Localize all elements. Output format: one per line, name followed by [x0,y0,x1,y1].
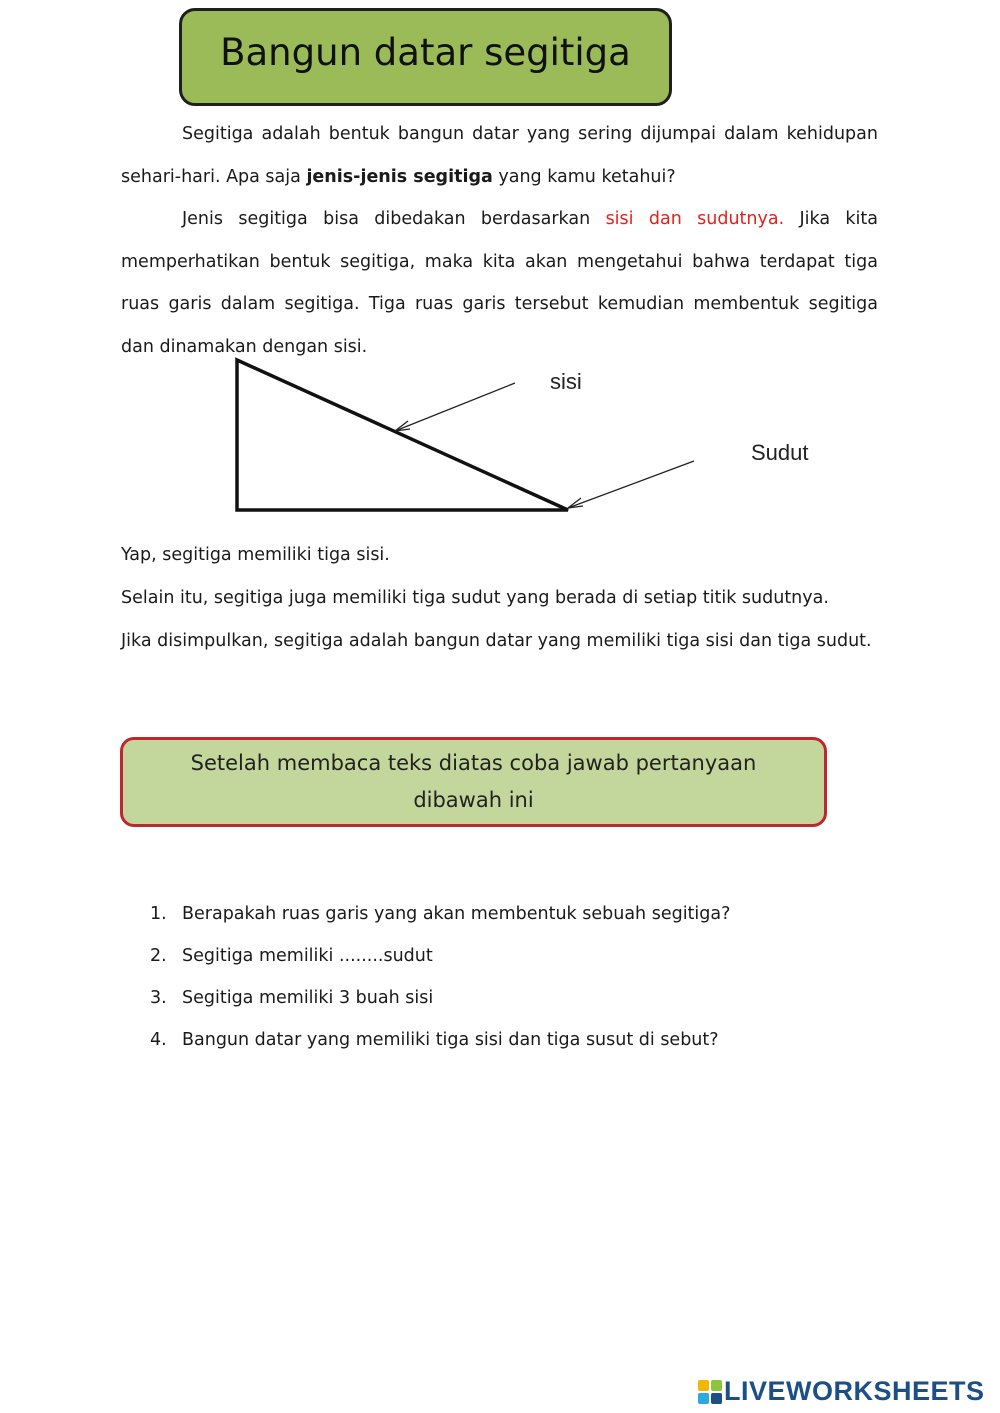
title-banner [179,8,672,106]
right-triangle [237,360,568,510]
page-title: Bangun datar segitiga [220,30,631,74]
label-sisi: sisi [550,369,582,394]
summary-line-2: Selain itu, segitiga juga memiliki tiga sudut yang berada di setiap titik sudutnya. [121,588,829,608]
question-item [150,1019,730,1061]
angle-pointer-arrow [568,461,694,508]
question-number: 4. [150,1030,167,1050]
summary-line-1: Yap, segitiga memiliki tiga sisi. [121,545,390,565]
question-text: Bangun datar yang memiliki tiga sisi dan tiga susut di sebut? [182,1030,719,1050]
logo-square-icon [711,1393,722,1404]
question-item [150,893,730,935]
question-text: Berapakah ruas garis yang akan membentuk sebuah segitiga? [182,904,731,924]
types-highlight-text: sisi dan sudutnya. [605,209,785,229]
logo-square-icon [698,1380,709,1391]
label-sudut: Sudut [751,440,809,465]
liveworksheets-brand-text: LIVEWORKSHEETS [724,1376,985,1406]
question-number: 1. [150,904,167,924]
intro-bold-text: jenis-jenis segitiga [306,166,493,187]
summary-conclusion: Jika disimpulkan, segitiga adalah bangun datar yang memiliki tiga sisi dan tiga sudut. [121,631,872,651]
question-text: Segitiga memiliki ........sudut [182,946,433,966]
intro-paragraph [121,113,878,198]
question-list [150,893,730,1061]
logo-square-icon [698,1393,709,1404]
types-text-2: Jika kita memperhatikan bentuk segitiga, maka kita akan mengetahui bahwa terdapat tiga ruas garis dalam segitiga. Tiga ruas garis tersebut kemudian membentuk segitiga dan dinamakan dengan sisi. [121,209,879,357]
question-number: 2. [150,946,167,966]
intro-text-2: yang kamu ketahui? [492,166,676,187]
instruction-box [120,737,827,827]
liveworksheets-logo[interactable] [698,1376,985,1407]
question-item [150,977,730,1019]
instruction-text: Setelah membaca teks diatas coba jawab pertanyaan dibawah ini [190,751,757,812]
intro-text-1: Segitiga adalah bentuk bangun datar yang sering dijumpai dalam kehidupan sehari-hari. Apa saja [121,124,878,187]
types-text-1: Jenis segitiga bisa dibedakan berdasarkan [182,209,606,229]
types-paragraph [121,198,878,368]
side-pointer-arrow [395,383,515,431]
liveworksheets-logo-icon [698,1380,722,1404]
question-text: Segitiga memiliki 3 buah sisi [182,988,434,1008]
logo-square-icon [711,1380,722,1391]
question-item [150,935,730,977]
question-number: 3. [150,988,167,1008]
